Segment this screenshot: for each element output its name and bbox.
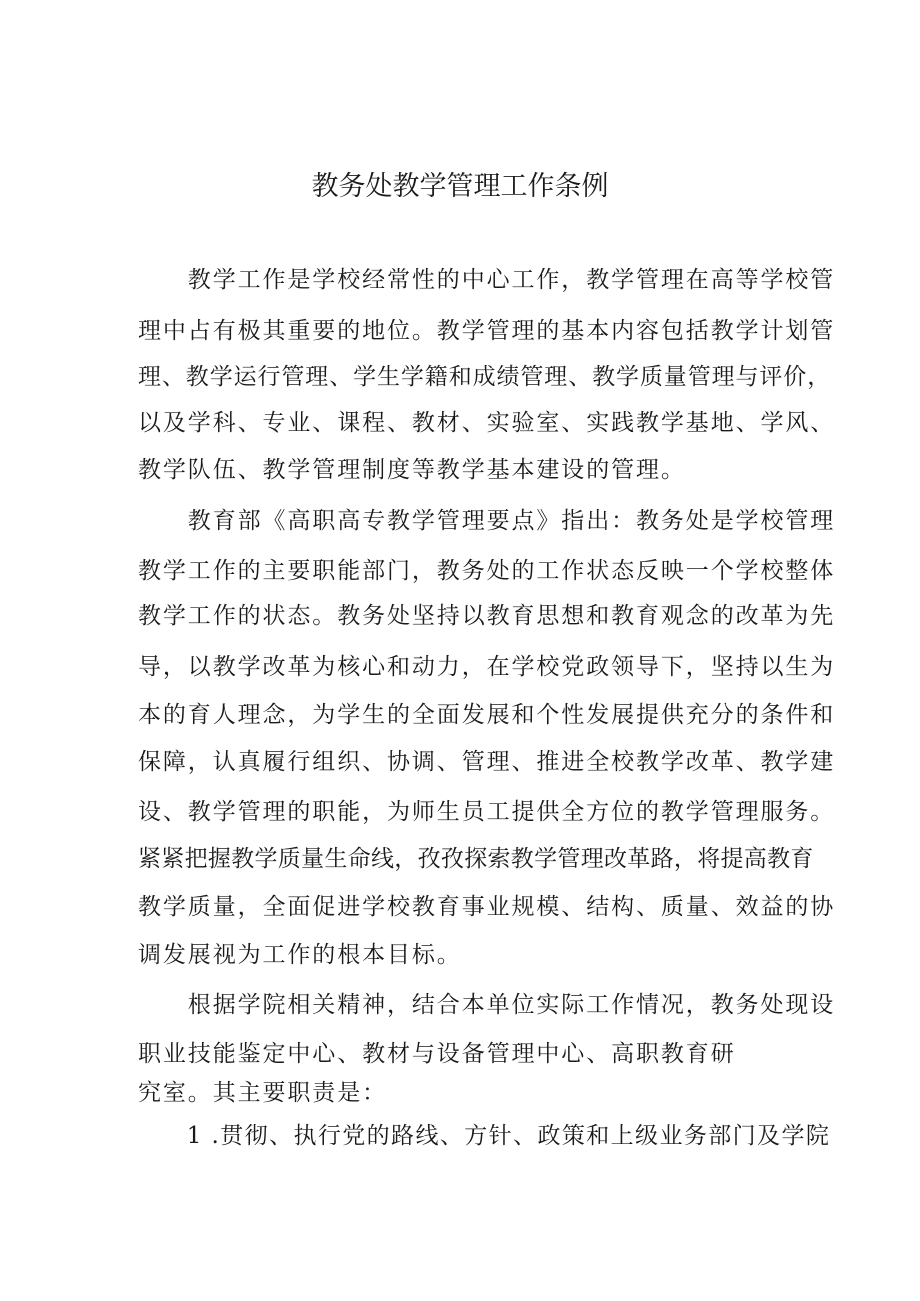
text-line-6: 教育部《高职高专教学管理要点》指出：教务处是学校管理 bbox=[138, 508, 836, 534]
text-line-18: 究室。其主要职责是： bbox=[138, 1080, 387, 1106]
text-line-5: 教学队伍、教学管理制度等教学基本建设的管理。 bbox=[138, 457, 686, 483]
text-line-13: 紧紧把握教学质量生命线，孜孜探索教学管理改革路，将提高教育 bbox=[138, 846, 814, 872]
text-line-9: 导，以教学改革为核心和动力，在学校党政领导下，坚持以生为 bbox=[138, 654, 836, 680]
text-line-15: 调发展视为工作的根本目标。 bbox=[138, 942, 462, 968]
text-line-11: 保障，认真履行组织、协调、管理、推进全校教学改革、教学建 bbox=[138, 749, 836, 775]
text-line-3: 理、教学运行管理、学生学籍和成绩管理、教学质量管理与评价， bbox=[138, 364, 832, 390]
text-line-1: 教学工作是学校经常性的中心工作，教学管理在高等学校管 bbox=[138, 267, 836, 293]
text-line-4: 以及学科、专业、课程、教材、实验室、实践教学基地、学风、 bbox=[138, 410, 836, 436]
text-line-10: 本的育人理念，为学生的全面发展和个性发展提供充分的条件和 bbox=[138, 702, 836, 728]
text-line-14: 教学质量，全面促进学校教育事业规模、结构、质量、效益的协 bbox=[138, 894, 836, 920]
text-line-7: 教学工作的主要职能部门，教务处的工作状态反映一个学校整体 bbox=[138, 558, 836, 584]
text-line-12: 设、教学管理的职能，为师生员工提供全方位的教学管理服务。 bbox=[138, 799, 836, 825]
text-line-16: 根据学院相关精神，结合本单位实际工作情况，教务处现设 bbox=[138, 992, 836, 1018]
text-line-8: 教学工作的状态。教务处坚持以教育思想和教育观念的改革为先 bbox=[138, 603, 836, 629]
text-line-17: 职业技能鉴定中心、教材与设备管理中心、高职教育研 bbox=[138, 1041, 736, 1067]
text-line-2: 理中占有极其重要的地位。教学管理的基本内容包括教学计划管 bbox=[138, 318, 836, 344]
text-line-19: 1 .贯彻、执行党的路线、方针、政策和上级业务部门及学院 bbox=[138, 1123, 831, 1149]
document-title: 教务处教学管理工作条例 bbox=[311, 171, 609, 202]
